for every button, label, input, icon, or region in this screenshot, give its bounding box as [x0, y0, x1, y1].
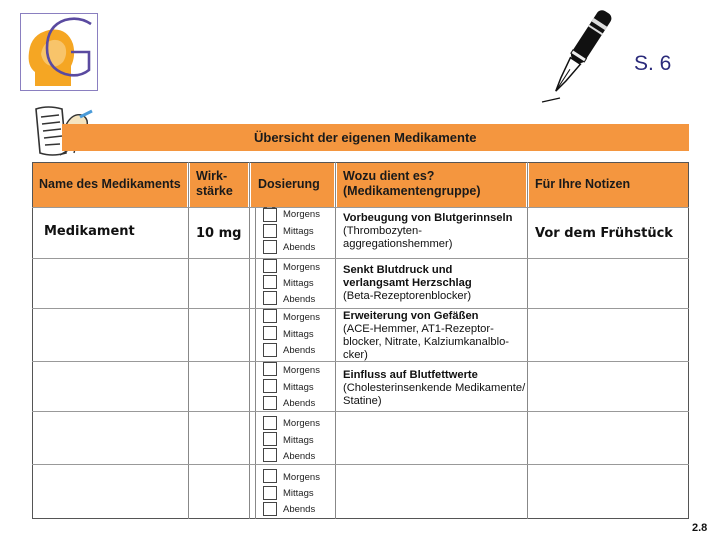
grid-line: [249, 162, 250, 519]
header-dosage: Dosierung: [251, 163, 334, 207]
grid-line: [32, 207, 689, 208]
strength-entry[interactable]: 10 mg: [196, 226, 242, 241]
grid-line: [527, 162, 528, 519]
grid-line: [188, 162, 189, 519]
checkbox-noon[interactable]: [263, 224, 277, 238]
checkbox-morning[interactable]: [263, 362, 277, 376]
note-entry[interactable]: Vor dem Frühstück: [535, 226, 673, 241]
checkbox-noon[interactable]: [263, 486, 277, 500]
banner-title: Übersicht der eigenen Medikamente: [254, 130, 477, 145]
checkbox-morning[interactable]: [263, 469, 277, 483]
title-banner: [62, 124, 689, 151]
header-notes: Für Ihre Notizen: [529, 163, 688, 207]
header-name: Name des Medikaments: [33, 163, 187, 207]
checkbox-noon[interactable]: [263, 432, 277, 446]
checkbox-evening[interactable]: [263, 343, 277, 357]
medication-name-entry[interactable]: Medikament: [44, 224, 135, 239]
fountain-pen-icon: [540, 2, 620, 104]
checkbox-morning[interactable]: [263, 208, 277, 222]
logo-graphic: [21, 14, 99, 92]
grid-line: [32, 464, 689, 465]
checkbox-morning[interactable]: [263, 259, 277, 273]
checkbox-morning[interactable]: [263, 309, 277, 323]
grid-line: [335, 162, 336, 519]
header-purpose: Wozu dient es? (Medikamentengruppe): [337, 163, 526, 207]
checkbox-evening[interactable]: [263, 448, 277, 462]
page-number: S. 6: [634, 52, 672, 75]
checkbox-morning[interactable]: [263, 416, 277, 430]
grid-line: [32, 411, 689, 412]
grid-line: [32, 308, 689, 309]
footer-number: 2.8: [692, 522, 708, 534]
checkbox-noon[interactable]: [263, 275, 277, 289]
checkbox-noon[interactable]: [263, 379, 277, 393]
checkbox-evening[interactable]: [263, 502, 277, 516]
grid-line: [32, 258, 689, 259]
checkbox-evening[interactable]: [263, 291, 277, 305]
checkbox-noon[interactable]: [263, 326, 277, 340]
logo: [20, 13, 98, 91]
header-strength: Wirk- stärke: [190, 163, 248, 207]
grid-line: [255, 207, 256, 519]
checkbox-evening[interactable]: [263, 396, 277, 410]
checkbox-evening[interactable]: [263, 240, 277, 254]
